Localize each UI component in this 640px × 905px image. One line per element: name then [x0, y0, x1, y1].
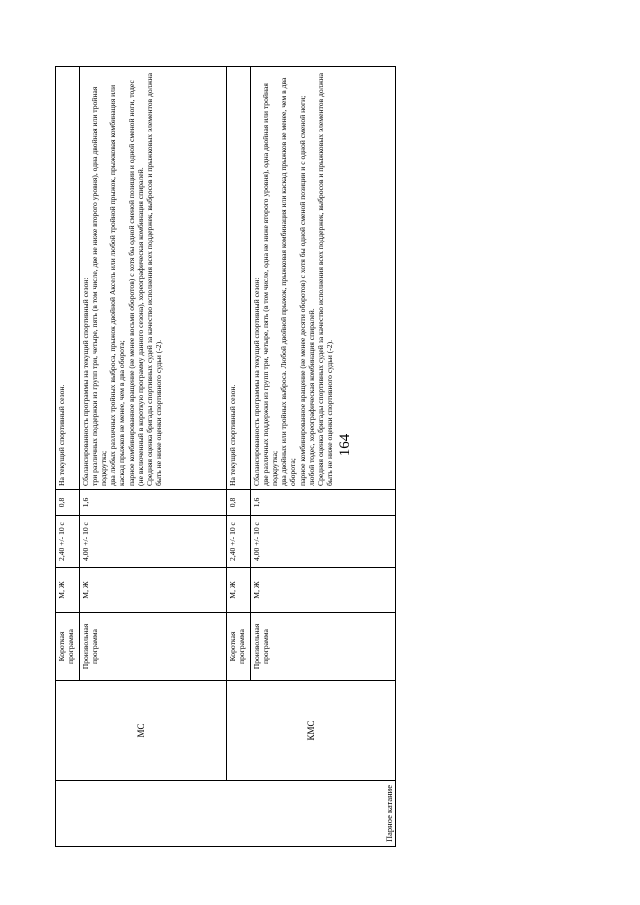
coefficient-cell: 0,8	[227, 490, 251, 516]
sex-cell: М, Ж	[251, 568, 396, 613]
requirement-line: На текущий спортивный сезон.	[228, 384, 237, 486]
requirement-line: парное комбинированное вращение (не менее десяти оборотов) с хотя бы одной сменой позиции и с одной сменой ноги;	[297, 95, 307, 486]
requirement-line: парное комбинированное вращение (не менее восьми оборотов) с хотя бы одной сменой позиции и одной сменой ноги, тодес (не включенный в короткую программу данного сезона), хореографическая комбинация спиралей.	[126, 80, 145, 486]
requirement-line: две различных поддержки из групп три, четыре, пять (в том числе, одна не ниже второго уровня), одна двойная или тройная подкрутка;	[261, 83, 280, 486]
requirements-cell	[56, 67, 80, 490]
sex-cell: М, Ж	[227, 568, 251, 613]
coefficient-cell: 1,6	[251, 490, 396, 516]
sex-cell: М, Ж	[80, 568, 227, 613]
requirements-cell	[80, 67, 227, 490]
program-cell: Короткая программа	[227, 613, 251, 681]
requirement-line: Средняя оценка бригады спортивных судей за качество исполнения всех поддержек, выбросов и прыжковых элементов должна быть не ниже оценки спортивного судьи (-2).	[315, 72, 334, 486]
requirement-line: Сбалансированность программы на текущий спортивный сезон:	[81, 277, 90, 486]
requirement-line: два любых различных тройных выброса, прыжок двойной Аксель или любой тройной прыжок, прыжковая комбинация или каскад прыжков не менее, чем в два оборота;	[108, 84, 127, 486]
requirements-cell	[227, 67, 251, 490]
requirements-cell	[251, 67, 396, 490]
duration-cell: 2,40 +/- 10 с	[227, 516, 251, 568]
program-cell: Произвольная программа	[80, 613, 227, 681]
rank-cell-ms: МС	[56, 681, 227, 781]
duration-cell: 4,00 +/- 10 с	[80, 516, 227, 568]
sex-cell: М, Ж	[56, 568, 80, 613]
coefficient-cell: 1,6	[80, 490, 227, 516]
requirement-line: три различных поддержки из групп три, четыре, пять (в том числе, две не ниже второго уровня), одна двойная или тройная подкрутка;	[90, 86, 109, 486]
requirement-line: Сбалансированность программы на текущий спортивный сезон:	[252, 277, 261, 486]
page-number: 164	[337, 433, 353, 457]
coefficient-cell: 0,8	[56, 490, 80, 516]
requirement-line: Средняя оценка бригады спортивных судей за качество исполнения всех поддержек, выбросов и прыжковых элементов должна быть не ниже оценки спортивного судьи (-2).	[144, 72, 163, 486]
table-row	[56, 67, 80, 847]
sport-cell: Парное катание	[56, 781, 396, 847]
program-cell: Короткая программа	[56, 613, 80, 681]
rotated-table-area	[55, 67, 395, 847]
requirement-line: два двойных или тройных выброса. Любой двойной прыжок, прыжковая комбинация или каскад прыжков не менее, чем в два оборота;	[279, 77, 298, 486]
rank-cell-kms: КМС	[227, 681, 396, 781]
requirement-line: На текущий спортивный сезон.	[57, 384, 66, 486]
duration-cell: 2,40 +/- 10 с	[56, 516, 80, 568]
program-cell: Произвольная программа	[251, 613, 396, 681]
requirements-table	[55, 66, 396, 847]
duration-cell: 4,00 +/- 10 с	[251, 516, 396, 568]
table-row	[227, 67, 251, 847]
requirement-line: любой тодес, хореографическая комбинация спиралей.	[306, 308, 316, 486]
